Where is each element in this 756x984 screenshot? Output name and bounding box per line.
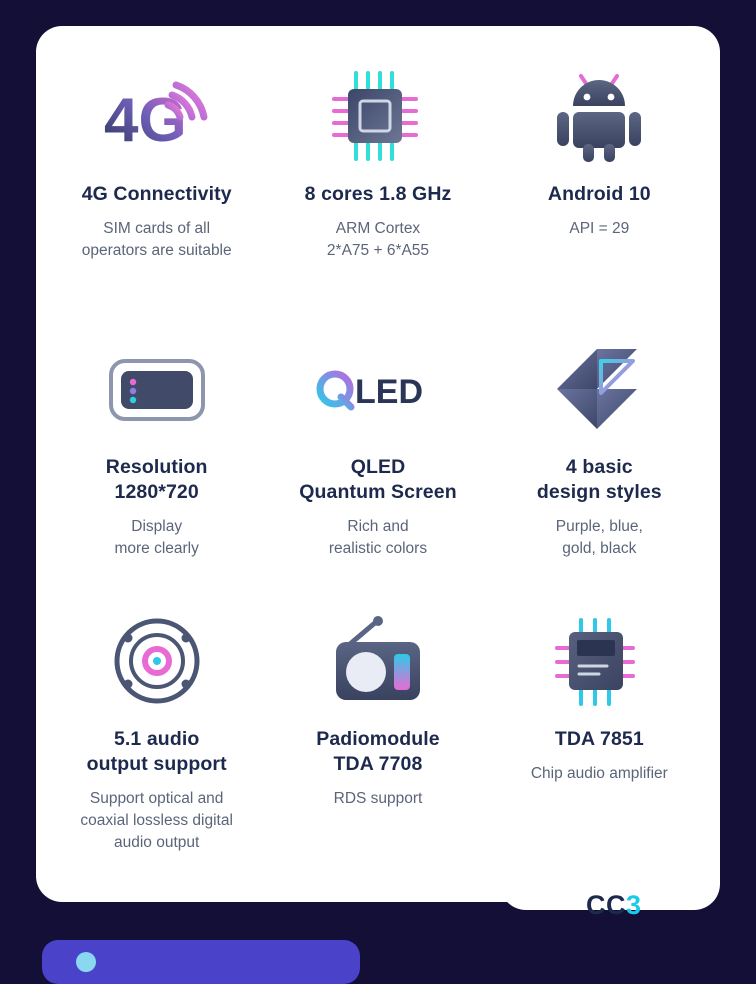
feature-subtitle: SIM cards of all operators are suitable	[81, 219, 232, 259]
android-robot-icon	[547, 62, 651, 170]
feature-subtitle: API = 29	[569, 219, 630, 237]
feature-title: 5.1 audio output support	[86, 728, 227, 776]
brand-logo-text: CC	[586, 890, 626, 920]
feature-grid	[36, 26, 720, 902]
feature-subtitle: ARM Cortex 2*A75 + 6*A55	[326, 219, 430, 259]
feature-item-audio-output	[46, 589, 267, 862]
svg-text:LED: LED	[354, 372, 423, 411]
feature-subtitle: Rich and realistic colors	[328, 517, 428, 557]
feature-title: 8 cores 1.8 GHz	[304, 183, 452, 205]
feature-title: 4G Connectivity	[81, 183, 232, 205]
qled-logo-icon	[313, 335, 443, 443]
feature-item-4g	[46, 44, 267, 317]
feature-title: TDA 7851	[554, 728, 644, 751]
feature-item-resolution	[46, 317, 267, 590]
feature-subtitle: Support optical and coaxial lossless digital audio output	[80, 790, 233, 852]
4g-signal-icon	[102, 62, 212, 170]
brand-logo-accent: 3	[626, 890, 642, 920]
feature-title: QLED Quantum Screen	[299, 455, 457, 503]
feature-title: Android 10	[547, 183, 651, 205]
feature-title: Resolution 1280*720	[105, 455, 208, 503]
feature-title: 4 basic design styles	[536, 455, 662, 503]
bottom-banner-icon	[76, 952, 96, 972]
bottom-banner[interactable]	[42, 940, 360, 984]
amplifier-chip-icon	[551, 607, 647, 715]
brand-logo	[586, 890, 642, 921]
feature-subtitle: Purple, blue, gold, black	[555, 517, 643, 557]
feature-subtitle: Display more clearly	[114, 517, 199, 557]
feature-item-amplifier	[489, 589, 710, 862]
feature-subtitle: RDS support	[333, 790, 423, 808]
feature-item-qled	[267, 317, 488, 590]
speaker-audio-icon	[110, 607, 204, 715]
feature-item-radio-module	[267, 589, 488, 862]
svg-text:4G: 4G	[103, 86, 187, 155]
feature-item-design-styles	[489, 317, 710, 590]
screen-resolution-icon	[105, 335, 209, 443]
radio-module-icon	[328, 607, 428, 715]
feature-item-android	[489, 44, 710, 317]
feature-title: Padiomodule TDA 7708	[316, 728, 440, 776]
cpu-chip-icon	[328, 62, 428, 170]
feature-subtitle: Chip audio amplifier	[530, 765, 668, 783]
pinwheel-styles-icon	[551, 335, 647, 443]
feature-item-cpu	[267, 44, 488, 317]
